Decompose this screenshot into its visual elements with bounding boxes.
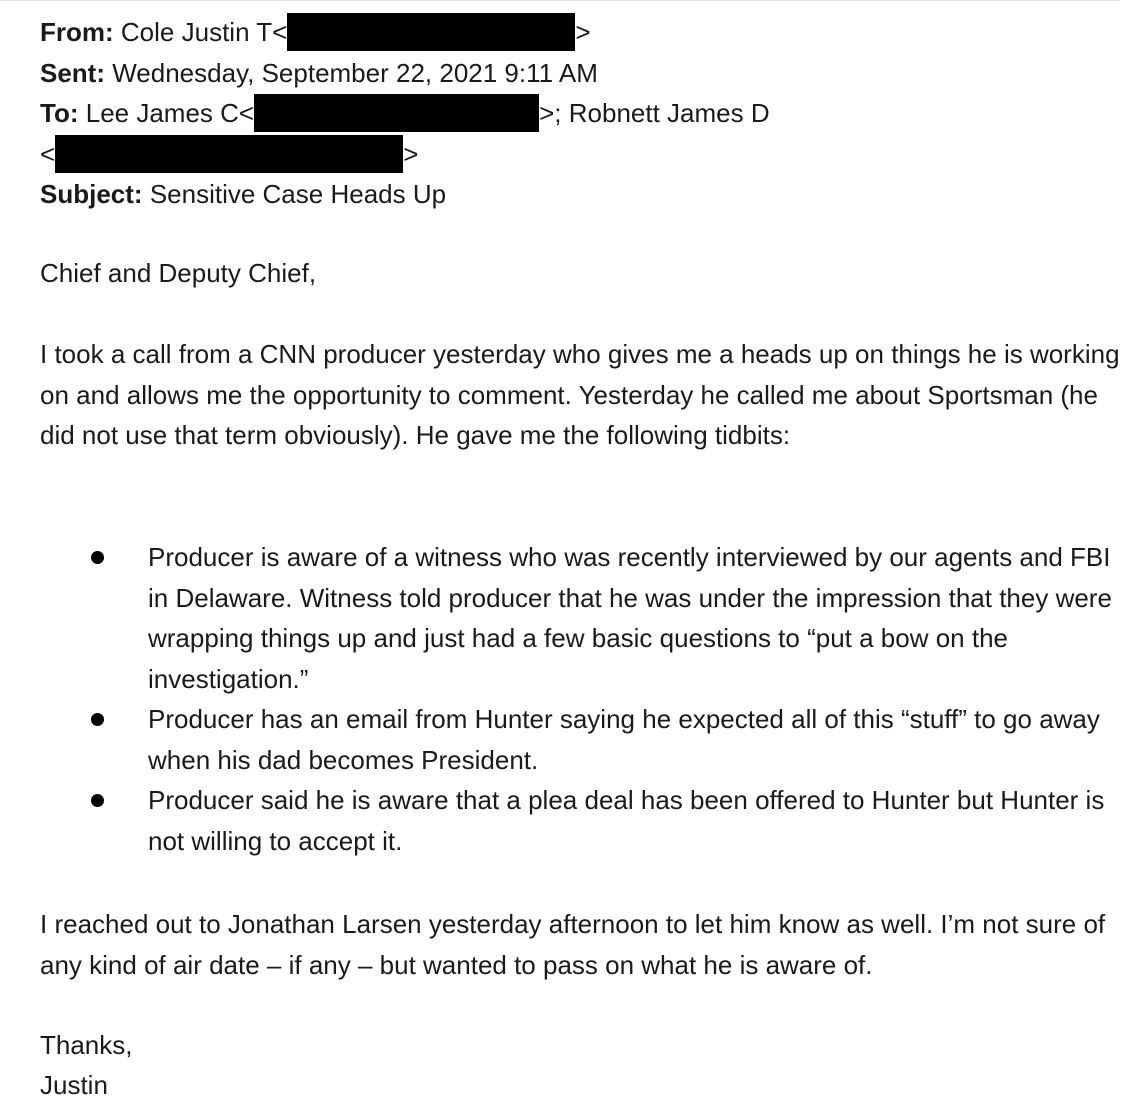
email-header	[40, 12, 1120, 215]
open-bracket: <	[238, 98, 255, 128]
open-bracket: <	[40, 138, 56, 169]
list-item	[40, 537, 1120, 699]
close-bracket: >	[403, 138, 419, 169]
redaction-block	[55, 135, 403, 173]
list-item	[40, 780, 1120, 861]
top-divider	[0, 0, 1120, 1]
from-line	[40, 12, 1120, 53]
bullet-icon	[91, 794, 104, 807]
closing: Thanks,	[40, 1030, 133, 1060]
sent-label: Sent:	[40, 57, 105, 88]
subject-line	[40, 174, 1120, 215]
from-name: Cole Justin T	[120, 17, 273, 47]
bullet-icon	[91, 713, 104, 726]
bullet-icon	[91, 551, 104, 564]
to-line	[40, 93, 1120, 134]
subject-value: Sensitive Case Heads Up	[149, 179, 447, 209]
sent-line	[40, 53, 1120, 94]
subject-label: Subject:	[40, 179, 143, 209]
redaction-block	[287, 13, 575, 51]
from-label: From:	[40, 17, 114, 47]
signature: Justin	[40, 1070, 108, 1100]
list-item-text: Producer said he is aware that a plea deal has been offered to Hunter but Hunter is not willing to accept it.	[148, 785, 1105, 856]
tidbits-list	[40, 537, 1120, 861]
paragraph-2: I reached out to Jonathan Larsen yesterday afternoon to let him know as well. I’m not sure of any kind of air date – if any – but wanted to pass on what he is aware of.	[40, 909, 1106, 980]
to-second-recipient: ; Robnett James D	[554, 98, 770, 128]
redaction-block	[254, 94, 539, 132]
to-label: To:	[40, 98, 79, 128]
paragraph-1: I took a call from a CNN producer yesterday who gives me a heads up on things he is working on and allows me the opportunity to comment. Yesterday he called me about Sportsman (he did not use that term obviously). He gave me the following tidbits:	[40, 339, 1120, 450]
list-item-text: Producer has an email from Hunter saying he expected all of this “stuff” to go away when his dad becomes President.	[148, 704, 1100, 775]
close-bracket: >	[539, 98, 555, 128]
close-bracket: >	[575, 17, 591, 47]
to-line-continued	[40, 134, 1120, 175]
to-first-recipient: Lee James C	[85, 98, 239, 128]
greeting: Chief and Deputy Chief,	[40, 258, 317, 288]
list-item	[40, 699, 1120, 780]
list-item-text: Producer is aware of a witness who was recently interviewed by our agents and FBI in Delaware. Witness told producer that he was under the impression that they were wrapping things up and just had a few basic questions to “put a bow on the investigation.”	[148, 542, 1112, 694]
open-bracket: <	[272, 17, 288, 47]
sent-value: Wednesday, September 22, 2021 9:11 AM	[112, 57, 598, 88]
